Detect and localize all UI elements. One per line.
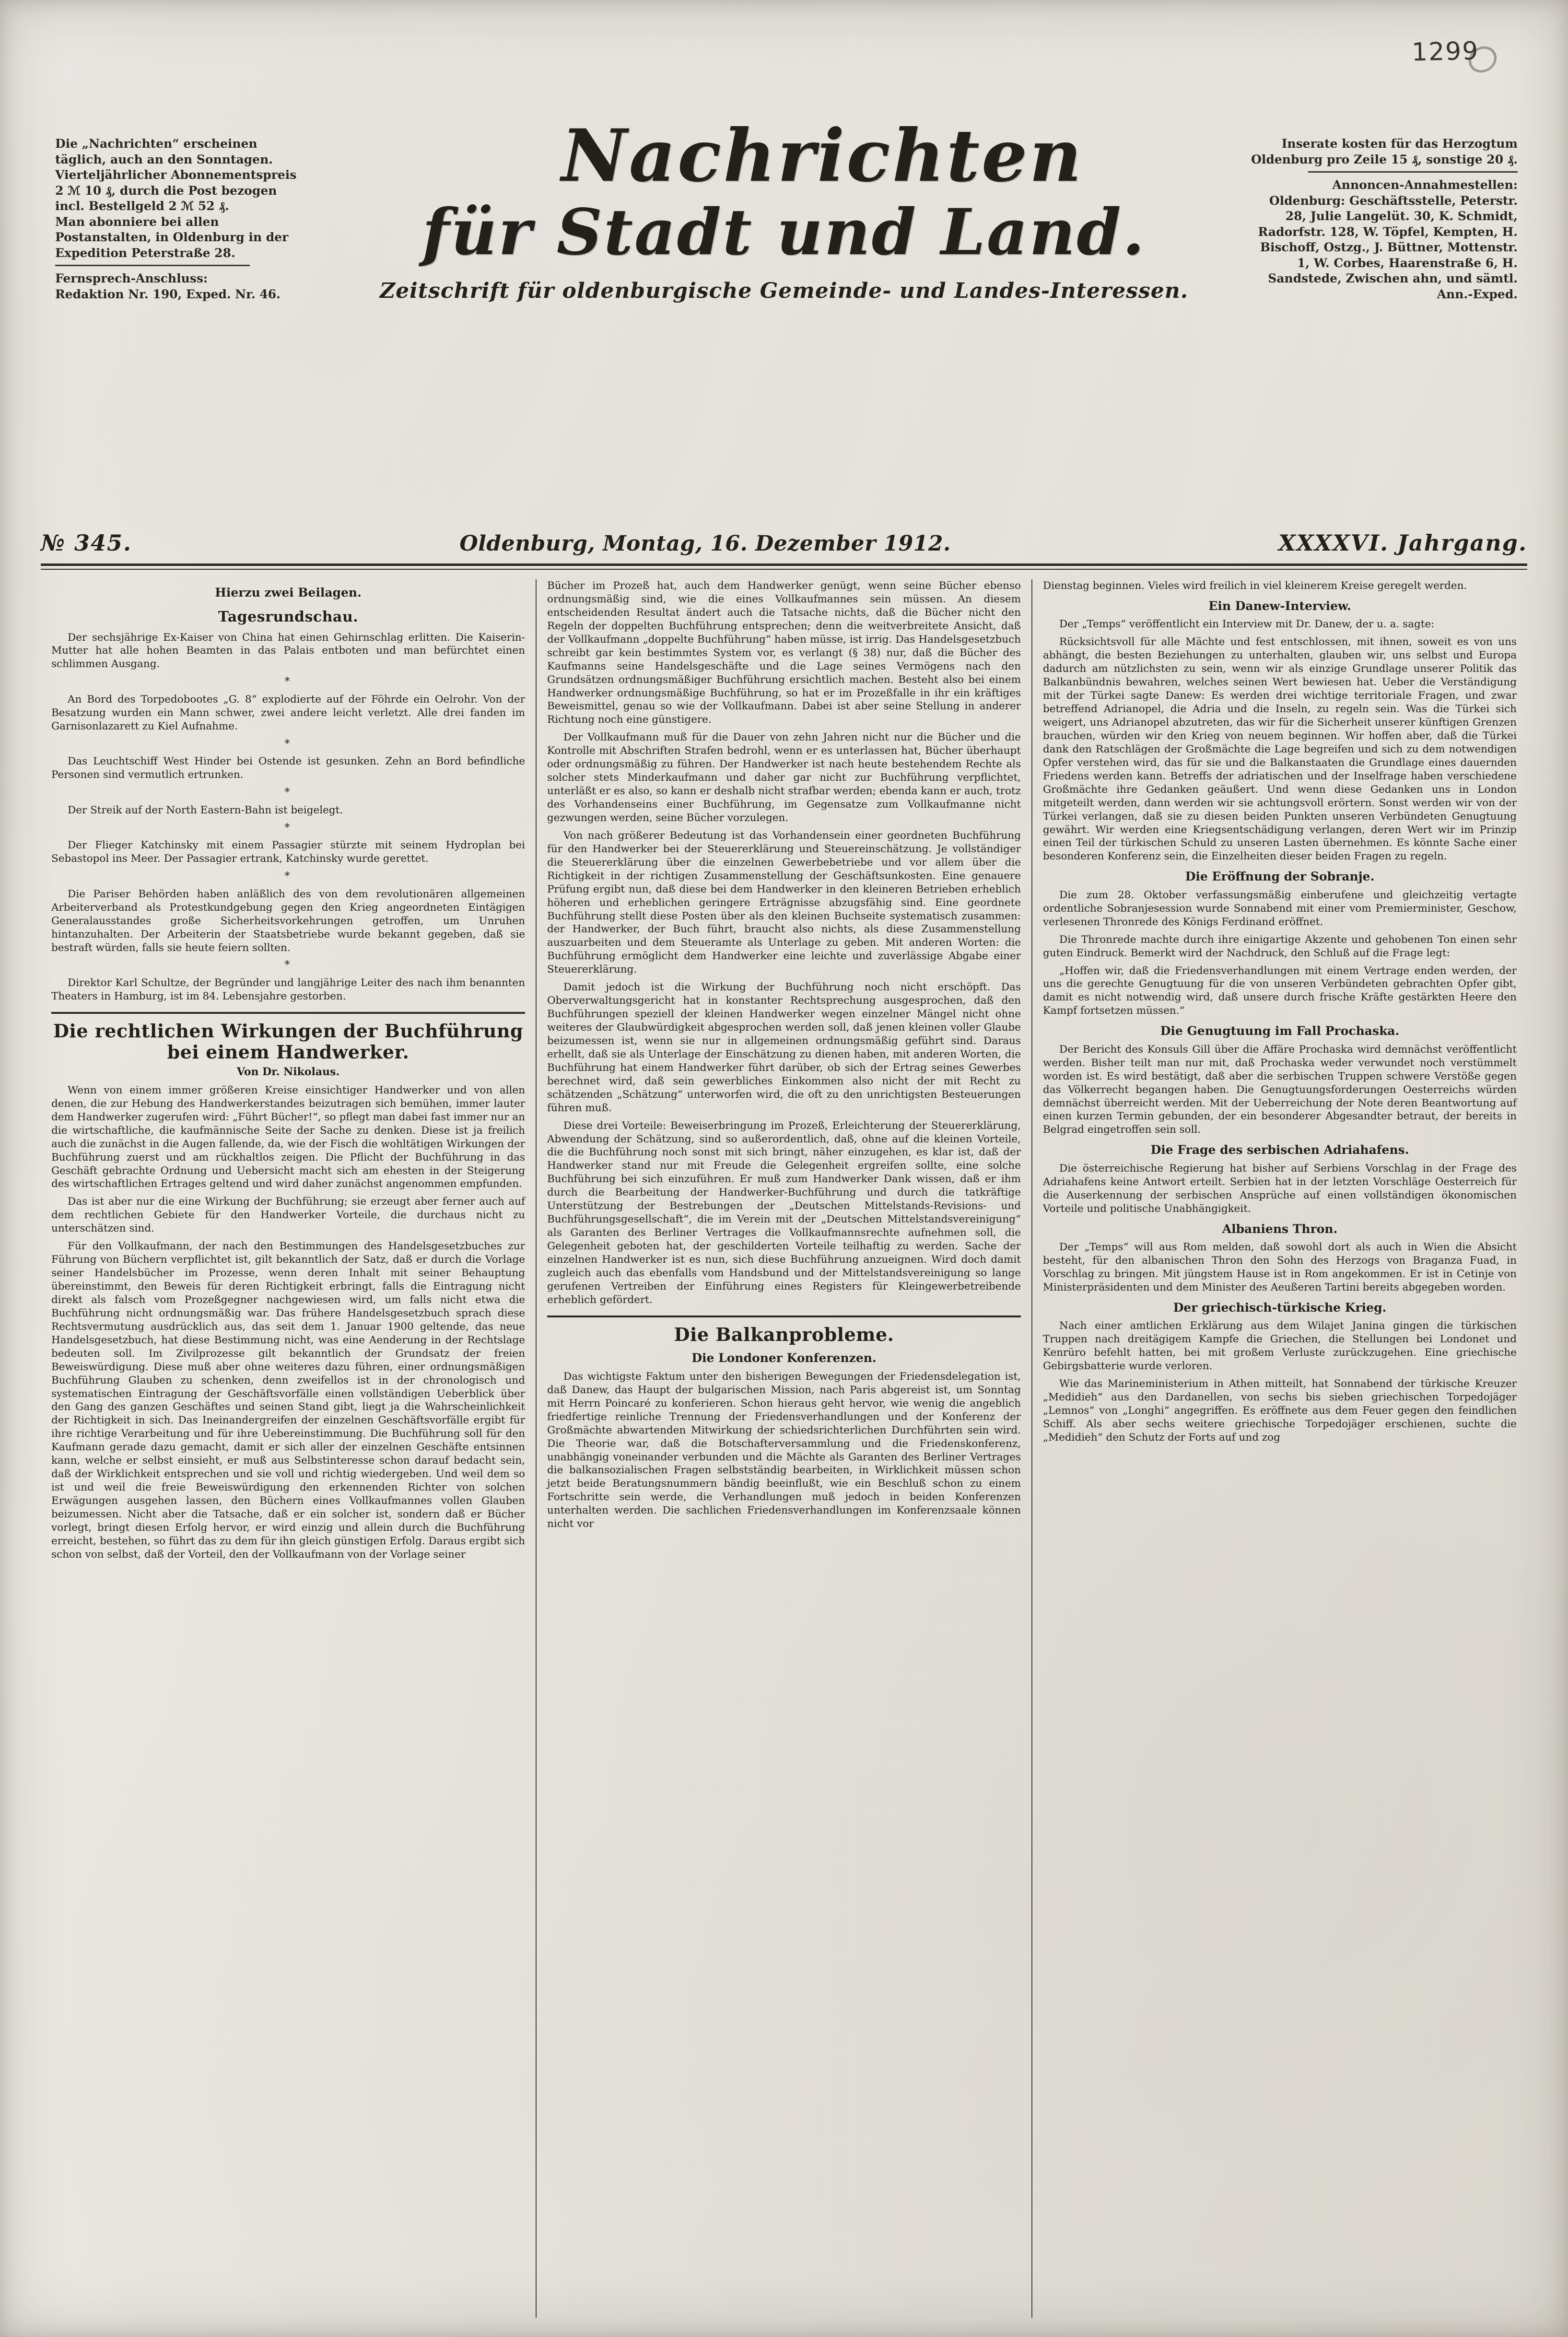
subheading-danew-interview: Ein Danew-Interview. — [1208, 599, 1351, 613]
subheading-londoner-konferenzen: Die Londoner Konferenzen. — [691, 1351, 877, 1365]
star-separator: * — [284, 787, 292, 799]
article-paragraph: Das ist aber nur die eine Wirkung der Buchführung; sie erzeugt aber ferner auch auf dem rechtlichen Gebiete für den Handwerker Vorteile, die durchaus nicht zu unterschätzen sind. — [51, 1196, 525, 1235]
section-heading-tagesrundschau: Tagesrundschau. — [218, 608, 359, 625]
article-paragraph: Der Vollkaufmann muß für die Dauer von zehn Jahren nicht nur die Bücher und die Kontrolle mit Abschriften Strafen bedrohl, wenn er es unterlassen hat, Bücher überhaupt oder ordnungsmäßig zu führen. Der Handwerker ist nach heute bestehendem Rechte als solcher stets Minderkaufmann und daher gar nicht zur Buchführung verpflichtet, unterläßt er es also, so kann er deshalb nicht strafbar werden; ebenda kann er auch, trotz des Vorhandenseins einer Buchführung, im Gegensatze zum Vollkaufmanne nicht gezwungen werden, seine Bücher vorzulegen. — [547, 731, 1021, 824]
news-item: Der Flieger Katchinsky mit einem Passagier stürzte mit seinem Hydroplan bei Sebastopol ins Meer. Der Passagier ertrank, Katchinsky wurde gerettet. — [51, 839, 525, 865]
news-item: Der Streik auf der North Eastern-Bahn ist beigelegt. — [68, 804, 343, 816]
masthead-right-notice — [1249, 136, 1518, 302]
article-paragraph: Wie das Marineministerium in Athen mitteilt, hat Sonnabend der türkische Kreuzer „Medidieh“ aus den Dardanellen, von sechs bis sieben griechischen Torpedojäger „Lemnos“ von „Longhi“ angegriffen. Es eröffnete aus dem Feuer gegen den feindlichen Schiff. Als aber sechs weitere griechische Torpedojäger erschienen, suchte die „Medidieh“ den Schutz der Forts auf und zog — [1043, 1378, 1517, 1444]
news-item: Direktor Karl Schultze, der Begründer und langjährige Leiter des nach ihm benannten Theaters in Hamburg, ist im 84. Lebensjahre gestorben. — [51, 977, 525, 1002]
supplement-note: Hierzu zwei Beilagen. — [215, 586, 362, 599]
article-headline-buchfuehrung: Die rechtlichen Wirkungen der Buchführung bei einem Handwerker. — [51, 1012, 525, 1062]
article-byline: Von Dr. Nikolaus. — [236, 1066, 340, 1079]
masthead-right-line-2: Oldenburg: Geschäftsstelle, Peterstr. 28, Julie Langelüt. 30, K. Schmidt, Radorfstr. 128, W. Töpfel, Kempten, H. Bischoff, Ostzg., J. Büttner, Mottenstr. 1, W. Corbes, Haarenstraße 6, H. Sandstede, Zwischen ahn, und sämtl. Ann.-Exped. — [1258, 193, 1518, 301]
article-paragraph: Für den Vollkaufmann, der nach den Bestimmungen des Handelsgesetzbuches zur Führung von Büchern verpflichtet ist, gilt bekanntlich der Satz, daß er durch die Vorlage seiner Handelsbücher im Prozesse, wenn deren Inhalt mit seiner Behauptung übereinstimmt, den Beweis für deren Richtigkeit erbringt, falls die Eintragung nicht direkt als falsch vom Prozeßgegner nachgewiesen wird, um falls nicht etwa die Buchführung nicht ordnungsmäßig war. Das frühere Handelsgesetzbuch sprach diese Rechtsvermutung ausdrücklich aus, das seit dem 1. Januar 1900 geltende, das neue Handelsgesetzbuch, hat diese Bestimmung nicht, was eine Aenderung in der Rechtslage bedeuten soll. Im Zivilprozesse gilt bekanntlich der Grundsatz der freien Beweiswürdigung. Diese muß aber ohne weiteres dazu führen, einer ordnungsmäßigen Buchführung Glauben zu schenken, denn zweifellos ist in der chronologisch und systematischen Eintragung der Geschäftsvorfälle einen vollständigen Ueberblick über den Gang des ganzen Geschäftes und seinen Stand gibt, liegt ja die Wahrscheinlichkeit der Richtigkeit in sich. Das Ineinandergreifen der einzelnen Geschäftsvorfälle ergibt für ihre richtige Verarbeitung und für ihre Uebereinstimmung. Die Buchführung soll für den Kaufmann gerade dazu gemacht, damit er sich aller der einzelnen Geschäfte entsinnen kann, welche er selbst einsieht, er muß aus Selbstinteresse schon darauf bedacht sein, daß der Wirklichkeit entsprechen und sie voll und richtig wiedergeben. Und weil dem so ist und weil die freie Beweiswürdigung den erkennenden Richter von solchen Erwägungen ausgehen lassen, den Büchern eines Vollkaufmannes vollen Glauben beizumessen. Nicht aber die Tatsache, daß er ein solcher ist, sondern daß er Bücher vorlegt, bringt diesen Erfolg hervor, er wird einzig und allein durch die Buchführung erreicht, bestehen, so führt das zu dem für ihn gleich günstigen Erfolg. Daraus ergibt sich schon von selbst, daß der Vorteil, den der Vollkaufmann von der Vorlage seiner — [51, 1240, 525, 1561]
star-separator: * — [284, 676, 292, 688]
star-separator: * — [284, 959, 292, 972]
star-separator: * — [284, 738, 292, 750]
star-separator: * — [284, 870, 292, 883]
masthead-left-line-3: Fernsprech-Anschluss: — [55, 271, 208, 285]
subheading-sobranje: Die Eröffnung der Sobranje. — [1185, 869, 1375, 884]
masthead-right-line-1: Annoncen-Annahmestellen: — [1332, 178, 1518, 192]
column-1 — [41, 579, 536, 2318]
masthead-left-line-4: Redaktion Nr. 190, Exped. Nr. 46. — [55, 287, 281, 301]
subheading-albaniens-thron: Albaniens Thron. — [1222, 1221, 1338, 1236]
issue-number: № 345. — [41, 530, 132, 556]
masthead-left-line-1: Vierteljährlicher Abonnementspreis 2 ℳ 10 ₰, durch die Post bezogen incl. Bestellgeld 2 ℳ 52 ₰. — [55, 168, 297, 213]
column-3 — [1031, 579, 1527, 2318]
divider-thick — [41, 564, 1527, 566]
news-item: Die Pariser Behörden haben anläßlich des von dem revolutionären allgemeinen Arbeiterverband als Protestkundgebung gegen den Krieg angeordneten Eintägigen Generalausstandes große Sicherheitsvorkehrungen getroffen, um Unruhen hintanzuhalten. Der Arbeiterin der Staatsbetriebe wurde bekannt gegeben, daß sie bestraft würden, falls sie heute feiern sollten. — [51, 888, 525, 954]
issue-volume: XXXXVI. Jahrgang. — [1278, 530, 1527, 556]
newspaper-title-line1: Nachrichten — [561, 114, 1084, 198]
article-paragraph: Das wichtigste Faktum unter den bisherigen Bewegungen der Friedensdelegation ist, daß Danew, das Haupt der bulgarischen Mission, nach Paris abgereist ist, um Sonntag mit Herrn Poincaré zu konferieren. Schon hieraus geht hervor, wie wenig die angeblich friedfertige reinliche Trennung der Friedensverhandlungen und der Konferenz der Großmächte abwartenden Mitwirkung der schiedsrichterlichen Durchführten sein wird. Die Theorie war, daß die Botschafterversammlung und die Friedenskonferenz, unabhängig voneinander verbunden und die Mächte als Garanten des Berliner Vertrages die balkansozialischen Fragen selbstständig bearbeiten, in Wirklichkeit müssen schon jetzt beide Beratungsnummern bändig beeinflußt, wie ein Beschluß schon zu einem Fortschritte sein werde, die Verhandlungen muß jedoch in beiden Konferenzen unterhalten werden. Die sachlichen Friedensverhandlungen im Konferenzsaale können nicht vor — [547, 1370, 1021, 1530]
article-paragraph: Von nach größerer Bedeutung ist das Vorhandensein einer geordneten Buchführung für den Handwerker bei der Steuererklärung und Steuereinschätzung. Je vollständiger die Steuererklärung über die einzelnen Gewerbebetriebe und vor allem über die Richtigkeit in der richtigen Zusammenstellung der Geschäftsunkosten. Eine genauere Prüfung ergibt nun, daß diese bei dem Handwerker in den kleineren Betrieben erheblich höheren und erheblichen geringere Erträgnisse abzugsfähig sind. Eine geordnete Buchführung stellt diese Posten über als den kleinen Buchseite systematisch zusammen: der Handwerker, der Buch führt, braucht also nichts, als diese Zusammenstellung auszuarbeiten und dem Steueramte als Unterlage zu geben. Mit anderen Worten: die Buchführung ermöglicht dem Handwerker eine leichte und zuverlässige Abgabe einer Steuererklärung. — [547, 829, 1021, 976]
masthead-right-line-0: Inserate kosten für das Herzogtum Oldenburg pro Zeile 15 ₰, sonstige 20 ₰. — [1251, 137, 1518, 166]
news-item: Der sechsjährige Ex-Kaiser von China hat einen Gehirnschlag erlitten. Die Kaiserin-Mutter hat alle hohen Beamten in das Palais entboten und man befürchtet einen schlimmen Ausgang. — [51, 631, 525, 670]
masthead — [46, 114, 1522, 427]
article-paragraph: Der Bericht des Konsuls Gill über die Affäre Prochaska wird demnächst veröffentlicht werden. Bisher teilt man nur mit, daß Prochaska weder verwundet noch verstümmelt worden ist. Es wird bestätigt, daß aber die serbischen Truppen schwere Verstöße gegen das Völkerrecht begangen haben. Die Genugtuungsforderungen Oesterreichs würden demnächst überreicht werden. Mit der Ueberreichung der Note deren Beantwortung auf einen kurzen Termin gebunden, der ein besonderer Abgesandter betraut, der bereits in Belgrad eingetroffen sein soll. — [1043, 1043, 1517, 1136]
article-paragraph: Dienstag beginnen. Vieles wird freilich in viel kleinerem Kreise geregelt werden. — [1043, 580, 1467, 592]
divider-thin — [41, 569, 1527, 570]
article-paragraph: Der „Temps“ will aus Rom melden, daß sowohl dort als auch in Wien die Absicht besteht, für den albanischen Thron den Sohn des Herzogs von Braganza Fuad, in Vorschlag zu bringen. Mit jüngstem Hause ist in Rom angekommen. Er ist in Cetinje von Ministerpräsidenten und dem Minister des Aeußeren Tartini bereits abgegeben worden. — [1043, 1241, 1517, 1293]
news-item: An Bord des Torpedobootes „G. 8“ explodierte auf der Föhrde ein Oelrohr. Von der Besatzung wurden ein Mann schwer, zwei andere leicht verletzt. Alle drei fanden im Garnisonlazarett zu Kiel Aufnahme. — [51, 693, 525, 732]
article-paragraph: Rücksichtsvoll für alle Mächte und fest entschlossen, mit ihnen, soweit es von uns abhängt, die besten Beziehungen zu unterhalten, glauben wir, uns selbst und Europa dadurch am nützlichsten zu sein, wenn wir als einzige Grundlage unserer Politik das Balkanbündnis bewahren, welches seinen Wert bewiesen hat. Ueber die Verständigung mit der Türkei sagte Danew: Es werden drei wichtige territoriale Fragen, und zwar betreffend Adrianopel, die Adria und die Inseln, zu regeln sein. Was die Türkei sich weigert, uns Adrianopel abzutreten, das wir für die Sicherheit unserer künftigen Grenzen brauchen, würden wir den Krieg von neuem beginnen. Wir hoffen aber, daß die Türkei dank den Ratschlägen der Großmächte die Lage begreifen und sich zu dem notwendigen Opfer verstehen wird, das für sie und die Balkanstaaten die Grundlage eines dauernden Friedens werden kann. Betreffs der adriatischen und der Inselfrage haben verschiedene Großmächte ihre Gedanken geäußert. Und wenn diese Gedanken uns in London mitgeteilt werden, dann werden wir sie achtungsvoll erörtern. Sonst werden wir von der Türkei verlangen, daß sie zu diesen beiden Punkten unseren Verbündeten Genugtuung gewährt. Wir werden eine Kriegsentschädigung verlangen, deren Wert wir im Prinzip einen Teil der türkischen Schuld zu unseren Lasten übernehmen. Es könnte Sache einer besonderen Konferenz sein, die Einzelheiten dieser beiden Fragen zu regeln. — [1043, 636, 1517, 863]
article-paragraph: Wenn von einem immer größeren Kreise einsichtiger Handwerker und von allen denen, die zur Hebung des Handwerkerstandes beizutragen sich bemühen, immer lauter dem Handwerker zugerufen wird: „Führt Bücher!“, so pflegt man dabei fast immer nur an die wirtschaftliche, die kaufmännische Seite der Sache zu denken. Diese ist ja freilich auch die zunächst in die Augen fallende, da, wie der Fisch die wohltätigen Wirkungen der Buchführung zuerst und am rückhaltlos zeigen. Die Pflicht der Buchführung in das Geschäft gebrachte Ordnung und Uebersicht macht sich am ehesten in der Steigerung des wirtschaftlichen Ertrages geltend und wird daher zunächst angenommen empfunden. — [51, 1084, 525, 1190]
article-paragraph: Diese drei Vorteile: Beweiserbringung im Prozeß, Erleichterung der Steuererklärung, Abwendung der Schätzung, sind so außerordentlich, daß, ohne auf die kleinen Vorteile, die die Buchführung noch sonst mit sich bringt, näher einzugehen, es klar ist, daß der Handwerker stand nur mit Freude die Gelegenheit ergreifen sollte, eine solche Buchführung bei sich einzuführen. Er muß zum Handwerker Dank wissen, daß er ihm durch die Bearbeitung der Handwerker-Buchführung und durch die tatkräftige Unterstützung der Bestrebungen der „Deutschen Mittelstands-Revisions- und Buchführungsgesellschaft“, die im Verein mit der „Deutschen Mittelstandsvereinigung“ als Garanten des Berliner Vertrages die Vollkaufmannsrechte aufnehmen soll, die Gelegenheit geboten hat, der geschilderten Vorteile teilhaftig zu werden. Sache der einzelnen Handwerker ist es nun, sich diese Buchführung anzueignen. Wird doch damit zugleich auch das ebenfalls vom Handsbund und der Mittelstandsvereinigung so lange gerufenen Vertreiben der Einführung eines Registers für Kleingewerbetreibende erheblich gefördert. — [547, 1119, 1021, 1306]
issue-place-date: Oldenburg, Montag, 16. Dezember 1912. — [459, 531, 951, 556]
issue-bar — [41, 530, 1527, 562]
column-2 — [536, 579, 1031, 2318]
subheading-prochaska: Die Genugtuung im Fall Prochaska. — [1160, 1024, 1400, 1038]
article-paragraph: Damit jedoch ist die Wirkung der Buchführung noch nicht erschöpft. Das Oberverwaltungsgericht hat in konstanter Rechtsprechung ausgesprochen, daß den Buchführungen speziell der kleinen Handwerker wegen einzelner Mängel nicht ohne weiteres der Glaubwürdigkeit abgesprochen werden soll, daß jenen kleinen voller Glaube beizumessen ist, wenn sie nur in allgemeinen ordnungsmäßig geführt sind. Daraus erhellt, daß sie als Unterlage der Einschätzung zu dienen haben, mit anderen Worten, die Buchführung hat einem Handwerker führt darüber, ob sich der Ertrag seines Gewerbes berechnet wird, daß sein gewerbliches Einkommen also nicht der mit Recht zu schätzenden „Schätzung“ unterworfen wird, die oft zu den unrichtigsten Besteuerungen führen muß. — [547, 981, 1021, 1114]
article-paragraph: Der „Temps“ veröffentlicht ein Interview mit Dr. Danew, der u. a. sagte: — [1059, 618, 1435, 631]
star-separator: * — [284, 822, 292, 834]
article-paragraph: Nach einer amtlichen Erklärung aus dem Wilajet Janina gingen die türkischen Truppen nach dreitägigem Kampfe die Griechen, die Stellungen bei Londonet und Kenrüro befehlt hatten, bei mit großem Verluste zurückzugehen. Eine griechische Gebirgsbatterie wurde verloren. — [1043, 1320, 1517, 1373]
article-paragraph: Die Thronrede machte durch ihre einigartige Akzente und gehobenen Ton einen sehr guten Eindruck. Bemerkt wird der Nachdruck, den Schluß auf die Frage legt: — [1043, 933, 1517, 959]
newspaper-title-line2: für Stadt und Land. — [422, 195, 1146, 270]
article-paragraph: Die zum 28. Oktober verfassungsmäßig einberufene und gleichzeitig vertagte ordentliche Sobranjesession wurde Sonnabend mit einer vom Premierminister, Geschow, verlesenen Thronrede des Königs Ferdinand eröffnet. — [1043, 889, 1517, 928]
news-item: Das Leuchtschiff West Hinder bei Ostende ist gesunken. Zehn an Bord befindliche Personen sind vermutlich ertrunken. — [51, 755, 525, 781]
masthead-left-line-0: Die „Nachrichten“ erscheinen täglich, auch an den Sonntagen. — [55, 137, 273, 166]
article-columns — [41, 579, 1527, 2318]
newspaper-subtitle: Zeitschrift für oldenburgische Gemeinde- und Landes-Interessen. — [379, 278, 1189, 303]
subheading-adriahafen: Die Frage des serbischen Adriahafens. — [1150, 1143, 1409, 1157]
archive-number: 1299 — [1411, 36, 1479, 67]
article-paragraph: Die österreichische Regierung hat bisher auf Serbiens Vorschlag in der Frage des Adriahafens keine Antwort erteilt. Serbien hat in der letzten Vorschläge Oesterreich für die Auserkennung der serbischen Ansprüche auf einen vollständigen ökonomischen Vorteile und politische Unabhängigkeit. — [1043, 1162, 1517, 1215]
masthead-left-line-2: Man abonniere bei allen Postanstalten, in Oldenburg in der Expedition Peterstraße 28. — [55, 214, 289, 260]
subheading-griechisch-tuerkischer-krieg: Der griechisch-türkische Krieg. — [1173, 1300, 1387, 1315]
article-headline-balkanprobleme: Die Balkanprobleme. — [547, 1315, 1021, 1345]
article-paragraph: „Hoffen wir, daß die Friedensverhandlungen mit einem Vertrage enden werden, der uns die gerechte Genugtuung für die von unseren Verbündeten gebrachten Opfer gibt, damit es nicht notwendig wird, daß unsere durch frische Kräfte gestärkten Heere den Kampf fortsetzen müssen.“ — [1043, 964, 1517, 1017]
divider — [1308, 171, 1518, 173]
article-paragraph: Bücher im Prozeß hat, auch dem Handwerker genügt, wenn seine Bücher ebenso ordnungsmäßig sind, wie die eines Vollkaufmannes sein müssen. An diesem entscheidenden Resultat ändert auch die Tatsache nichts, daß die Bücher nicht den Regeln der doppelten Buchführung entsprechen; denn die weitverbreitete Ansicht, daß der Vollkaufmann „doppelte Buchführung“ haben müsse, ist irrig. Das Handelsgesetzbuch schreibt gar kein bestimmtes System vor, es verlangt (§ 38) nur, daß die Bücher des Kaufmanns seine Handelsgeschäfte und die Lage seines Vermögens nach den Grundsätzen ordnungsmäßiger Buchführung ersichtlich machen. Besteht also bei einem Handwerker ordnungsmäßige Buchführung, so hat er im Prozeßfalle in ihr ein kräftiges Beweismittel, genau so wie der Vollkaufmann. Dabei ist aber seine Stellung in anderer Richtung noch eine günstigere. — [547, 580, 1021, 726]
